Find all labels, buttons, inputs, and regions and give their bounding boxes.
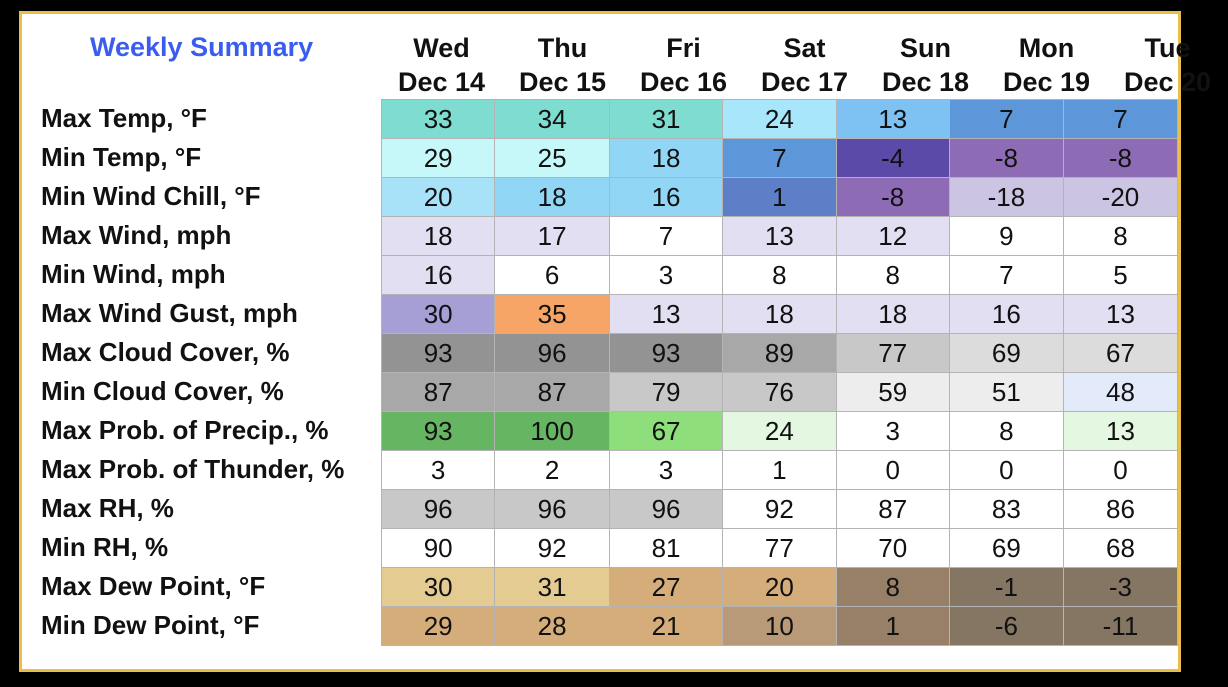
table-cell: 17	[495, 217, 610, 256]
table-cell: 13	[1063, 295, 1177, 334]
table-cell: 83	[949, 490, 1063, 529]
table-cell: 96	[495, 334, 610, 373]
table-cell: 20	[382, 178, 495, 217]
row-label: Min RH, %	[41, 532, 169, 562]
table-cell: 70	[836, 529, 949, 568]
table-cell: 13	[836, 100, 949, 139]
table-row	[382, 568, 1178, 607]
table-row	[382, 256, 1178, 295]
day-header	[381, 31, 502, 99]
table-cell: 8	[836, 568, 949, 607]
table-cell: 1	[723, 178, 836, 217]
table-cell: 21	[609, 607, 722, 646]
table-cell: 31	[609, 100, 722, 139]
table-cell: -1	[949, 568, 1063, 607]
table-cell: 100	[495, 412, 610, 451]
table-cell: 59	[836, 373, 949, 412]
table-cell: 8	[1063, 217, 1177, 256]
table-cell: 29	[382, 607, 495, 646]
table-cell: 35	[495, 295, 610, 334]
table-cell: 77	[836, 334, 949, 373]
table-cell: -18	[949, 178, 1063, 217]
row-label: Max Prob. of Precip., %	[41, 415, 329, 445]
table-cell: 3	[609, 256, 722, 295]
day-date: Dec 15	[518, 67, 607, 97]
day-of-week: Mon	[1018, 33, 1075, 63]
table-cell: 10	[723, 607, 836, 646]
table-cell: 69	[949, 529, 1063, 568]
table-cell: 3	[609, 451, 722, 490]
table-cell: 13	[609, 295, 722, 334]
table-cell: 2	[495, 451, 610, 490]
day-of-week: Tue	[1144, 33, 1191, 63]
day-date: Dec 14	[397, 67, 486, 97]
day-date: Dec 19	[1002, 67, 1091, 97]
row-label: Max Dew Point, °F	[41, 571, 266, 601]
table-cell: 51	[949, 373, 1063, 412]
table-cell: -8	[1063, 139, 1177, 178]
day-date: Dec 20	[1123, 67, 1212, 97]
table-cell: 12	[836, 217, 949, 256]
table-cell: 76	[723, 373, 836, 412]
page-title: Weekly Summary	[90, 32, 314, 62]
table-cell: 9	[949, 217, 1063, 256]
table-cell: 30	[382, 568, 495, 607]
row-label: Min Temp, °F	[41, 142, 202, 172]
table-cell: 18	[609, 139, 722, 178]
row-label: Min Cloud Cover, %	[41, 376, 284, 406]
day-of-week: Wed	[413, 33, 470, 63]
table-cell: 31	[495, 568, 610, 607]
table-cell: 79	[609, 373, 722, 412]
table-cell: 18	[836, 295, 949, 334]
row-label: Min Dew Point, °F	[41, 610, 260, 640]
table-cell: 0	[1063, 451, 1177, 490]
table-cell: -3	[1063, 568, 1177, 607]
day-of-week: Thu	[537, 33, 588, 63]
table-cell: 16	[382, 256, 495, 295]
table-cell: 68	[1063, 529, 1177, 568]
table-cell: 8	[949, 412, 1063, 451]
table-cell: 67	[609, 412, 722, 451]
day-of-week: Sat	[783, 33, 826, 63]
forecast-table	[381, 99, 1178, 646]
table-cell: 87	[495, 373, 610, 412]
day-header	[744, 31, 865, 99]
day-of-week: Sun	[900, 33, 951, 63]
table-cell: 93	[382, 334, 495, 373]
table-cell: 20	[723, 568, 836, 607]
table-cell: 8	[723, 256, 836, 295]
table-cell: 24	[723, 412, 836, 451]
table-cell: 7	[723, 139, 836, 178]
table-cell: 0	[836, 451, 949, 490]
row-label: Min Wind, mph	[41, 259, 226, 289]
table-cell: -8	[949, 139, 1063, 178]
table-cell: 25	[495, 139, 610, 178]
table-cell: -11	[1063, 607, 1177, 646]
row-label: Max Prob. of Thunder, %	[41, 454, 345, 484]
table-cell: 93	[609, 334, 722, 373]
day-date: Dec 17	[760, 67, 849, 97]
table-cell: 7	[1063, 100, 1177, 139]
table-cell: 77	[723, 529, 836, 568]
table-cell: 8	[836, 256, 949, 295]
table-cell: 18	[495, 178, 610, 217]
row-label: Min Wind Chill, °F	[41, 181, 261, 211]
table-row	[382, 295, 1178, 334]
table-cell: 81	[609, 529, 722, 568]
table-cell: 30	[382, 295, 495, 334]
row-label: Max Temp, °F	[41, 103, 207, 133]
table-cell: 0	[949, 451, 1063, 490]
table-cell: 3	[382, 451, 495, 490]
table-cell: 93	[382, 412, 495, 451]
table-cell: 87	[836, 490, 949, 529]
day-header	[1107, 31, 1228, 99]
table-cell: 92	[723, 490, 836, 529]
table-row	[382, 412, 1178, 451]
table-cell: 18	[723, 295, 836, 334]
table-row	[382, 334, 1178, 373]
table-cell: 90	[382, 529, 495, 568]
table-cell: 48	[1063, 373, 1177, 412]
day-header	[502, 31, 623, 99]
table-cell: 3	[836, 412, 949, 451]
table-cell: 29	[382, 139, 495, 178]
summary-panel	[19, 11, 1212, 672]
table-cell: -8	[836, 178, 949, 217]
day-header	[986, 31, 1107, 99]
table-cell: 5	[1063, 256, 1177, 295]
row-label: Max Wind Gust, mph	[41, 298, 298, 328]
table-cell: 87	[382, 373, 495, 412]
table-row	[382, 607, 1178, 646]
table-row	[382, 100, 1178, 139]
table-cell: 13	[723, 217, 836, 256]
table-cell: 7	[949, 100, 1063, 139]
table-cell: 1	[836, 607, 949, 646]
table-cell: 13	[1063, 412, 1177, 451]
table-row	[382, 451, 1178, 490]
table-cell: 24	[723, 100, 836, 139]
table-cell: 86	[1063, 490, 1177, 529]
day-header	[623, 31, 744, 99]
table-cell: 18	[382, 217, 495, 256]
table-cell: 92	[495, 529, 610, 568]
table-cell: 67	[1063, 334, 1177, 373]
row-label: Max RH, %	[41, 493, 174, 523]
table-cell: 28	[495, 607, 610, 646]
table-cell: 33	[382, 100, 495, 139]
table-cell: 16	[949, 295, 1063, 334]
table-cell: 34	[495, 100, 610, 139]
table-cell: 96	[382, 490, 495, 529]
table-cell: 6	[495, 256, 610, 295]
table-cell: 96	[609, 490, 722, 529]
table-cell: 96	[495, 490, 610, 529]
row-label: Max Cloud Cover, %	[41, 337, 290, 367]
day-date: Dec 18	[881, 67, 970, 97]
row-label: Max Wind, mph	[41, 220, 232, 250]
table-cell: 89	[723, 334, 836, 373]
table-cell: 7	[949, 256, 1063, 295]
table-row	[382, 178, 1178, 217]
table-row	[382, 490, 1178, 529]
table-row	[382, 529, 1178, 568]
table-cell: 16	[609, 178, 722, 217]
table-cell: 27	[609, 568, 722, 607]
table-cell: 1	[723, 451, 836, 490]
day-of-week: Fri	[666, 33, 701, 63]
table-cell: 69	[949, 334, 1063, 373]
day-date: Dec 16	[639, 67, 728, 97]
table-row	[382, 373, 1178, 412]
table-row	[382, 217, 1178, 256]
table-cell: -20	[1063, 178, 1177, 217]
table-row	[382, 139, 1178, 178]
table-cell: -4	[836, 139, 949, 178]
table-cell: 7	[609, 217, 722, 256]
day-header	[865, 31, 986, 99]
table-cell: -6	[949, 607, 1063, 646]
